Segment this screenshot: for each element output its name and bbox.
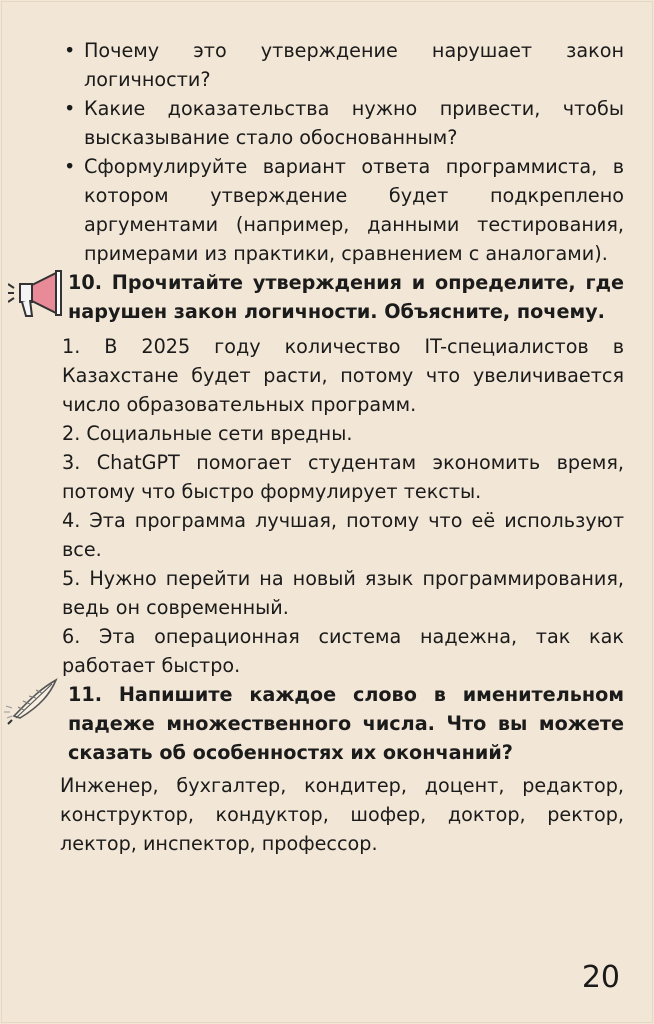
task-11-text: Инженер, бухгалтер, кондитер, доцент, редактор, конструктор, кондуктор, шофер, доктор, ректор, лектор, инспектор, профессор. (60, 774, 624, 855)
quill-pen-icon (4, 676, 62, 730)
page-number: 20 (581, 960, 620, 995)
task-10-item: 6. Эта операционная система надежна, так как работает быстро. (62, 625, 624, 677)
list-item: • Почему это утверждение нарушает закон логичности? (62, 36, 624, 94)
task-10-item: 5. Нужно перейти на новый язык программирования, ведь он современный. (62, 567, 624, 619)
task-10-item: 2. Социальные сети вредны. (62, 422, 353, 445)
question-list (62, 36, 624, 268)
task-10-item: 3. ChatGPT помогает студентам экономить время, потому что быстро формулирует тексты. (62, 451, 624, 503)
list-item: • Сформулируйте вариант ответа программиста, в котором утверждение будет подкреплено аргументами (например, данными тестирования, примерами из практики, сравнением с аналогами). (62, 152, 624, 268)
task-10-item: 4. Эта программа лучшая, потому что её используют все. (62, 509, 624, 561)
list-item: • Какие доказательства нужно привести, чтобы высказывание стало обоснованным? (62, 94, 624, 152)
megaphone-icon (8, 268, 66, 324)
task-10-item: 1. В 2025 году количество IT-специалистов в Казахстане будет расти, потому что увеличивается число образовательных программ. (62, 335, 624, 416)
task-11-title: 11. Напишите каждое слово в именительном падеже множественного числа. Что вы можете сказать об особенностях их окончаний? (68, 683, 624, 764)
page-content (62, 36, 624, 858)
task-10-title: 10. Прочитайте утверждения и определите, где нарушен закон логичности. Объясните, почему. (68, 271, 624, 323)
